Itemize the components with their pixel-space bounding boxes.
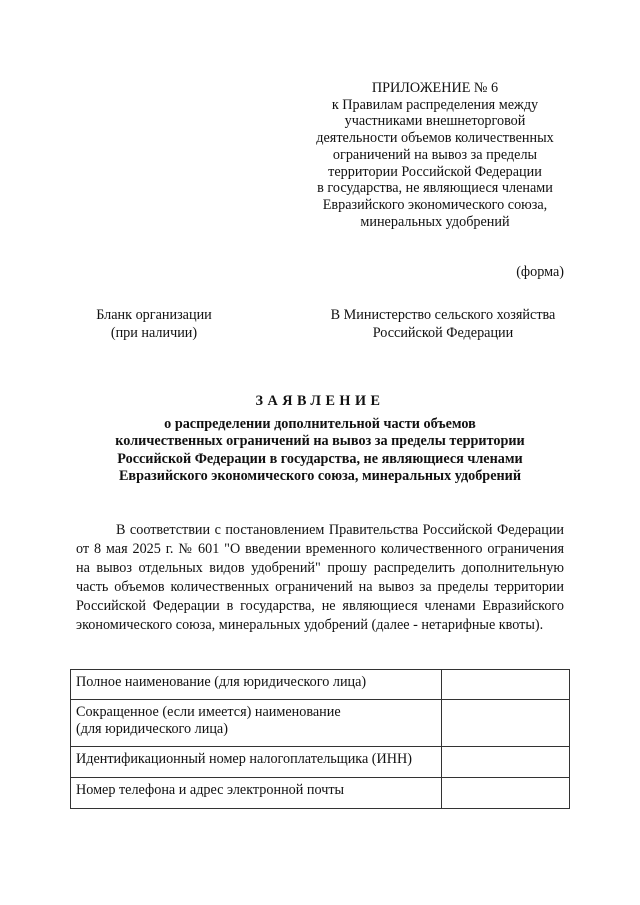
document-heading (70, 393, 570, 486)
heading-line: Евразийского экономического союза, минеральных удобрений (118, 468, 522, 485)
annex-line: минеральных удобрений (360, 213, 510, 230)
addressee-line: В Министерство сельского хозяйства (330, 307, 556, 323)
document-title: ЗАЯВЛЕНИЕ (255, 393, 385, 409)
blank-line: (при наличии) (110, 324, 198, 341)
annex-line: в государства, не являющиеся членами (317, 180, 553, 197)
annex-line: территории Российской Федерации (328, 163, 542, 180)
form-mark: (форма) (516, 264, 564, 280)
heading-line: количественных ограничений на вывоз за пределы территории (115, 433, 525, 450)
annex-line: деятельности объемов количественных (316, 130, 554, 147)
row-label (71, 700, 442, 747)
annex-header (300, 80, 570, 230)
heading-line: о распределении дополнительной части объемов (164, 415, 476, 432)
annex-line: к Правилам распределения между (331, 96, 539, 113)
row-label: Идентификационный номер налогоплательщика (ИНН) (71, 747, 442, 778)
row-value-cell[interactable] (442, 747, 570, 778)
annex-line: Евразийского экономического союза, (322, 196, 548, 213)
applicant-info-table (70, 669, 570, 809)
annex-line: участниками внешнеторговой (344, 113, 526, 130)
addressee (316, 307, 570, 342)
addressee-line: Российской Федерации (372, 324, 514, 341)
row-value-cell[interactable] (442, 670, 570, 700)
blank-line: Бланк организации (96, 307, 212, 323)
annex-line: ограничений на вывоз за пределы (332, 146, 538, 163)
row-label-line: Сокращенное (если имеется) наименование (76, 704, 341, 720)
body-paragraph: В соответствии с постановлением Правительства Российской Федерации от 8 мая 2025 г. № 601 "О введении временного количественного ограничения на вывоз отдельных видов удобрений" прошу распределить дополнительную часть объемов количественных ограничений на вывоз за пределы территории Российской Федерации в государства, не являющиеся членами Евразийского экономического союза, минеральных удобрений (далее - нетарифные квоты). (76, 522, 564, 633)
table-row (71, 778, 570, 809)
row-label: Полное наименование (для юридического лица) (71, 670, 442, 700)
row-value-cell[interactable] (442, 778, 570, 809)
table-row (71, 700, 570, 747)
table-row (71, 670, 570, 700)
table-row (71, 747, 570, 778)
row-label: Номер телефона и адрес электронной почты (71, 778, 442, 809)
row-label-line: (для юридического лица) (76, 721, 228, 737)
heading-line: Российской Федерации в государства, не являющиеся членами (117, 450, 523, 467)
row-value-cell[interactable] (442, 700, 570, 747)
organization-letterhead-note (78, 307, 230, 342)
annex-title: ПРИЛОЖЕНИЕ № 6 (371, 80, 499, 96)
